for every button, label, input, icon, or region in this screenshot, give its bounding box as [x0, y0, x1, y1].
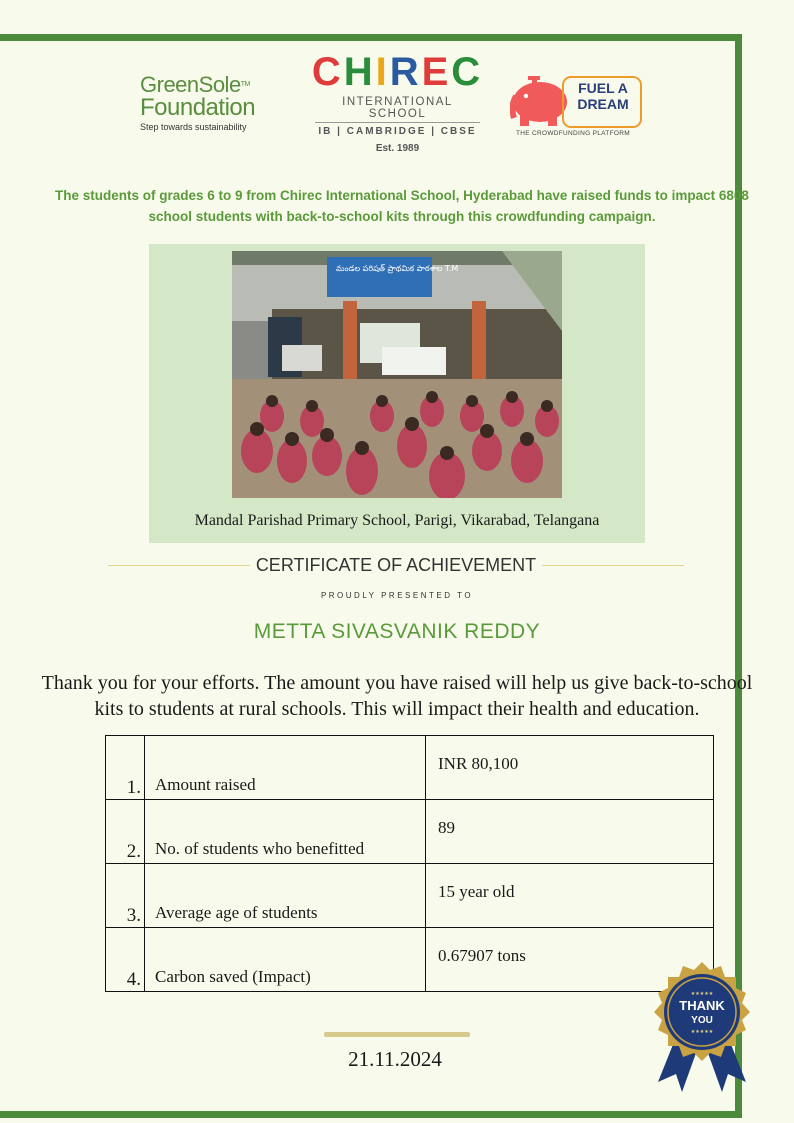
certificate-date: 21.11.2024 [348, 1047, 442, 1071]
fuel-a-dream-logo [510, 72, 650, 142]
stat-number: 4. [106, 928, 145, 992]
impact-table [105, 735, 714, 992]
chirec-letter: R [389, 50, 422, 94]
stat-label: Carbon saved (Impact) [145, 928, 426, 992]
border-top [0, 34, 742, 41]
greensole-logo [140, 74, 280, 136]
chirec-boards: IB | CAMBRIDGE | CBSE [318, 126, 477, 137]
stat-label: Amount raised [145, 736, 426, 800]
seal-stars-top: ★★★★★ [690, 991, 714, 997]
chirec-letter: C [451, 50, 484, 94]
fuel-a-dream-line2: DREAM [577, 96, 629, 112]
table-row [106, 864, 714, 928]
presented-to: PROUDLY PRESENTED TO [320, 591, 474, 600]
chirec-logo [300, 50, 495, 154]
fuel-a-dream-text [566, 80, 640, 112]
fuel-a-dream-line1: FUEL A [578, 80, 628, 96]
thank-you-seal [648, 962, 756, 1092]
stat-number: 3. [106, 864, 145, 928]
seal-line2: YOU [691, 1015, 713, 1026]
stat-value: 0.67907 tons [426, 928, 714, 992]
greensole-foundation: Foundation [140, 94, 256, 121]
seal-line1: THANK [679, 998, 725, 1013]
chirec-letter: E [421, 50, 452, 94]
date-divider [324, 1032, 470, 1037]
table-row [106, 800, 714, 864]
certificate-title-text: CERTIFICATE OF ACHIEVEMENT [250, 555, 542, 575]
elephant-icon [510, 72, 570, 130]
stat-value: INR 80,100 [426, 736, 714, 800]
chirec-established: Est. 1989 [375, 143, 420, 154]
stat-number: 2. [106, 800, 145, 864]
photo-sign-text: మండల పరిషత్ ప్రాథమిక పాఠశాల T.M [336, 264, 459, 273]
chirec-subtitle: INTERNATIONAL SCHOOL [315, 96, 480, 123]
table-row [106, 736, 714, 800]
photo-caption: Mandal Parishad Primary School, Parigi, Vikarabad, Telangana [194, 512, 600, 529]
fuel-a-dream-tagline: THE CROWDFUNDING PLATFORM [516, 130, 630, 137]
greensole-tm: TM [240, 81, 250, 88]
chirec-letter: H [343, 50, 376, 94]
stat-value: 15 year old [426, 864, 714, 928]
table-row [106, 928, 714, 992]
chirec-letter: I [375, 50, 390, 94]
greensole-name: GreenSole [140, 72, 241, 97]
stat-number: 1. [106, 736, 145, 800]
seal-stars-bottom: ★★★★★ [690, 1029, 714, 1035]
thank-you-message: Thank you for your efforts. The amount you have raised will help us give back-to-school kits to students at rural schools. This will impact their health and education. [41, 672, 753, 720]
stat-label: Average age of students [145, 864, 426, 928]
intro-text: The students of grades 6 to 9 from Chirec International School, Hyderabad have raised funds to impact 6808 school students with back-to-school kits through this crowdfunding campaign. [55, 188, 749, 224]
stat-value: 89 [426, 800, 714, 864]
school-photo [232, 251, 562, 498]
stat-label: No. of students who benefitted [145, 800, 426, 864]
chirec-wordmark [300, 50, 495, 94]
border-bottom [0, 1111, 742, 1118]
greensole-tagline: Step towards sustainability [140, 122, 247, 132]
recipient-name: METTA SIVASVANIK REDDY [253, 620, 541, 643]
chirec-letter: C [311, 50, 344, 94]
certificate-title [108, 553, 684, 577]
